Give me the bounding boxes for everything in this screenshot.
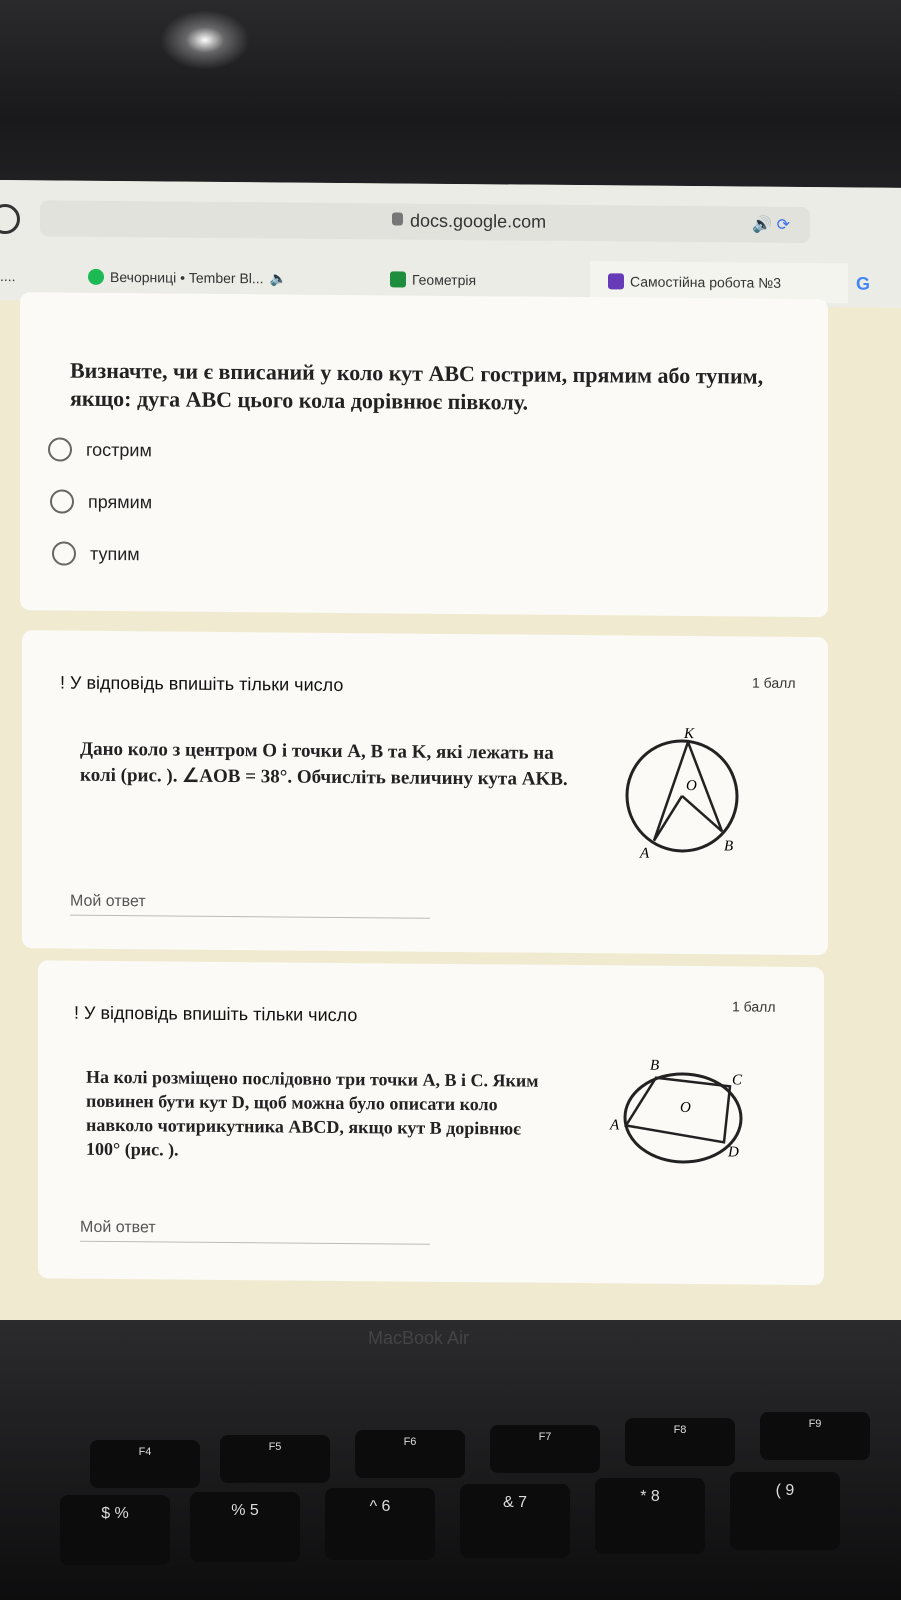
key-f7[interactable]	[490, 1425, 600, 1473]
question-text: На колі розміщено послідовно три точки A, B і C. Яким повинен бути кут D, щоб можна було описати коло навколо чотирикутника ABCD, якщо кут B дорівнює 100° (рис. ).	[86, 1066, 539, 1160]
key-4[interactable]	[60, 1495, 170, 1565]
classroom-icon	[390, 271, 406, 287]
question-card-2	[22, 630, 828, 955]
option-label: гострим	[86, 439, 152, 460]
key-fn-label: F5	[268, 1441, 282, 1453]
tab-label: ....	[0, 268, 16, 285]
key-symbol: * 8	[640, 1488, 660, 1505]
key-f4[interactable]	[90, 1440, 200, 1488]
laptop-bezel	[0, 0, 901, 200]
question-card-3	[38, 960, 824, 1285]
browser-chrome	[0, 180, 901, 308]
key-symbol: & 7	[502, 1494, 527, 1511]
key-fn-label: F8	[673, 1424, 687, 1436]
google-icon: G	[856, 272, 871, 294]
answer-input[interactable]: Мой ответ	[80, 1219, 430, 1245]
privacy-shield-icon[interactable]	[0, 204, 20, 234]
spotify-icon	[88, 269, 104, 285]
key-symbol: $ %	[101, 1505, 129, 1522]
tab-label: Геометрія	[412, 271, 477, 289]
key-9[interactable]	[730, 1472, 840, 1550]
key-fn-label: F9	[808, 1418, 822, 1430]
key-symbol: % 5	[231, 1502, 259, 1519]
tab-label: Вечорниці • Tember Bl...	[110, 268, 264, 287]
radio-button[interactable]	[48, 437, 72, 461]
reload-icon[interactable]: 🔊 ⟳	[752, 216, 790, 234]
question-text: Визначте, чи є вписаний у коло кут ABC гострим, прямим або тупим, якщо: дуга ABC цього кола дорівнює півколу.	[70, 357, 764, 415]
option-right[interactable]	[50, 489, 152, 514]
answer-input[interactable]: Мой ответ	[70, 893, 430, 919]
key-fn-label: F6	[403, 1436, 417, 1448]
point-label: A	[640, 845, 650, 862]
quadrilateral-figure	[608, 1055, 758, 1176]
point-label: C	[732, 1072, 743, 1089]
key-symbol: ^ 6	[369, 1498, 391, 1515]
points-badge: 1 балл	[752, 674, 796, 691]
point-label: K	[684, 725, 695, 743]
tab-google[interactable]	[848, 263, 901, 304]
key-5[interactable]	[190, 1492, 300, 1562]
tab-left-cut[interactable]	[0, 256, 60, 297]
question-hint: ! У відповідь впишіть тільки число	[60, 672, 344, 695]
address-bar[interactable]	[40, 200, 810, 243]
key-fn-label: F4	[138, 1446, 152, 1458]
question-hint: ! У відповідь впишіть тільки число	[74, 1002, 358, 1026]
points-badge: 1 балл	[732, 998, 776, 1015]
point-label: O	[680, 1099, 691, 1117]
point-label: B	[650, 1057, 660, 1074]
option-label: тупим	[90, 543, 140, 564]
lock-icon	[392, 212, 403, 225]
point-label: O	[686, 777, 697, 795]
circle-figure	[612, 725, 752, 866]
key-symbol: ( 9	[775, 1482, 795, 1499]
key-f8[interactable]	[625, 1418, 735, 1466]
point-label: A	[610, 1117, 620, 1134]
key-f6[interactable]	[355, 1430, 465, 1478]
option-acute[interactable]	[48, 437, 152, 462]
tab-label: Самостійна робота №3	[630, 273, 782, 291]
key-7[interactable]	[460, 1484, 570, 1558]
forms-icon	[608, 273, 624, 289]
key-f9[interactable]	[760, 1412, 870, 1460]
radio-button[interactable]	[50, 489, 74, 513]
key-fn-label: F7	[538, 1431, 552, 1443]
key-8[interactable]	[595, 1478, 705, 1554]
option-label: прямим	[88, 491, 153, 512]
key-6[interactable]	[325, 1488, 435, 1560]
point-label: D	[728, 1144, 739, 1161]
laptop-brand: MacBook Air	[368, 1328, 470, 1348]
question-text: Дано коло з центром O і точки A, B та K, які лежать на колі (рис. ). ∠AOB = 38°. Обчисліть величину кута AKB.	[80, 738, 568, 790]
key-f5[interactable]	[220, 1435, 330, 1483]
question-card-1	[20, 292, 828, 617]
speaker-icon: 🔈	[269, 269, 288, 287]
laptop-screen	[0, 180, 901, 1328]
radio-button[interactable]	[52, 541, 76, 565]
address-text: docs.google.com	[410, 210, 547, 232]
point-label: B	[724, 838, 734, 855]
light-glare	[160, 10, 250, 70]
option-obtuse[interactable]	[52, 541, 140, 566]
laptop-keyboard	[0, 1320, 901, 1600]
